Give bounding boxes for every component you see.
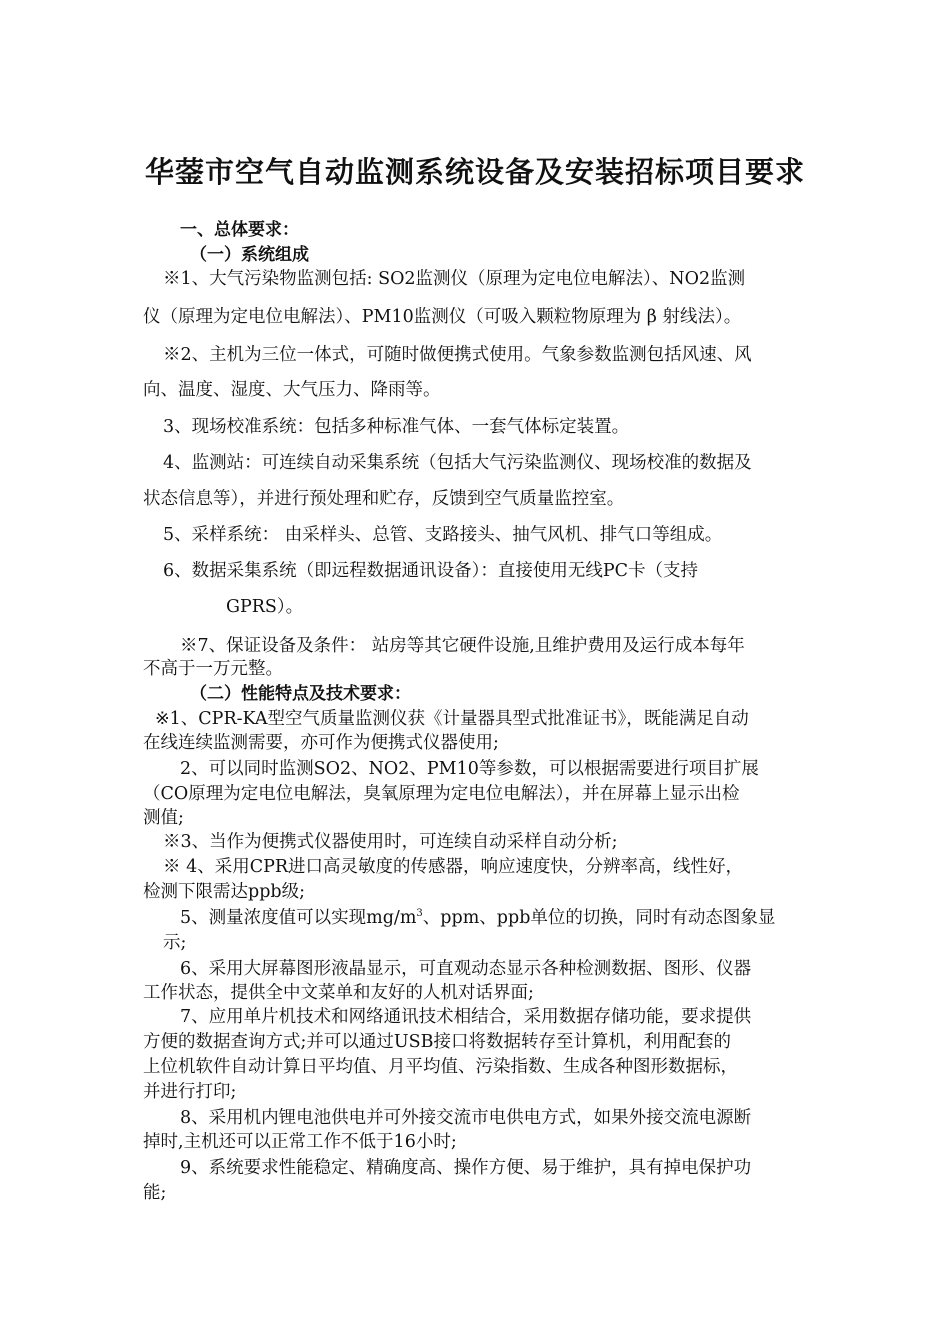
subsection-heading-system: （一）系统组成 [190,245,309,265]
paragraph-line: 掉时,主机还可以正常工作不低于16小时; [143,1132,457,1152]
paragraph-line: ※3、当作为便携式仪器使用时，可连续自动采样自动分析; [163,832,618,852]
paragraph-line: GPRS）。 [226,597,304,617]
paragraph-line: 向、温度、湿度、大气压力、降雨等。 [143,380,441,400]
paragraph-line: （CO原理为定电位电解法，臭氧原理为定电位电解法），并在屏幕上显示出检 [143,784,740,804]
paragraph-line: 示; [163,933,187,953]
paragraph-line: 状态信息等），并进行预处理和贮存，反馈到空气质量监控室。 [143,489,625,509]
paragraph-line: 4、监测站：可连续自动采集系统（包括大气污染监测仪、现场校准的数据及 [163,453,752,473]
paragraph-line: 8、采用机内锂电池供电并可外接交流市电供电方式，如果外接交流电源断 [180,1108,752,1128]
subsection-heading-performance: （二）性能特点及技术要求： [190,684,411,704]
paragraph-line: 2、可以同时监测SO2、NO2、PM10等参数，可以根据需要进行项目扩展 [180,759,759,779]
paragraph-line: 在线连续监测需要，亦可作为便携式仪器使用; [143,733,499,753]
paragraph-line: ※1、CPR-KA型空气质量监测仪获《计量器具型式批准证书》，既能满足自动 [155,709,749,729]
paragraph-line: 上位机软件自动计算日平均值、月平均值、污染指数、生成各种图形数据标， [143,1057,738,1077]
paragraph-line: 3、现场校准系统：包括多种标准气体、一套气体标定装置。 [163,417,630,437]
section-heading-general: 一、总体要求： [180,220,299,240]
unit-text: 5、测量浓度值可以实现mg/m [180,908,417,928]
paragraph-line: 方便的数据查询方式;并可以通过USB接口将数据转存至计算机，利用配套的 [143,1032,731,1052]
paragraph-line: 工作状态，提供全中文菜单和友好的人机对话界面; [143,983,534,1003]
paragraph-line: ※1、大气污染物监测包括: SO2监测仪（原理为定电位电解法）、NO2监测 [163,269,746,289]
paragraph-line: 并进行打印; [143,1082,237,1102]
page-title: 华蓥市空气自动监测系统设备及安装招标项目要求 [144,155,805,189]
paragraph-line: 检测下限需达ppb级; [143,882,306,902]
paragraph-line: 能; [143,1183,167,1203]
paragraph-line: 9、系统要求性能稳定、精确度高、操作方便、易于维护，具有掉电保护功 [180,1158,752,1178]
paragraph-line [180,906,775,930]
paragraph-line: 5、采样系统： 由采样头、总管、支路接头、抽气风机、排气口等组成。 [163,525,723,545]
paragraph-line: ※ 4、采用CPR进口高灵敏度的传感器，响应速度快，分辨率高，线性好， [163,857,744,877]
paragraph-line: 6、数据采集系统（即远程数据通讯设备）：直接使用无线PC卡（支持 [163,561,699,581]
paragraph-line: 仪（原理为定电位电解法）、PM10监测仪（可吸入颗粒物原理为 β 射线法）。 [143,307,742,327]
paragraph-line: 6、采用大屏幕图形液晶显示，可直观动态显示各种检测数据、图形、仪器 [180,959,752,979]
paragraph-line: 测值; [143,808,184,828]
paragraph-line: ※2、主机为三位一体式，可随时做便携式使用。气象参数监测包括风速、风 [163,345,752,365]
paragraph-line: 不高于一万元整。 [143,659,283,679]
superscript: 3 [416,908,423,920]
paragraph-line: 7、应用单片机技术和网络通讯技术相结合，采用数据存储功能，要求提供 [180,1007,752,1027]
paragraph-line: ※7、保证设备及条件： 站房等其它硬件设施,且维护费用及运行成本每年 [180,636,745,656]
unit-text-rest: 、ppm、ppb单位的切换，同时有动态图象显 [422,908,776,928]
